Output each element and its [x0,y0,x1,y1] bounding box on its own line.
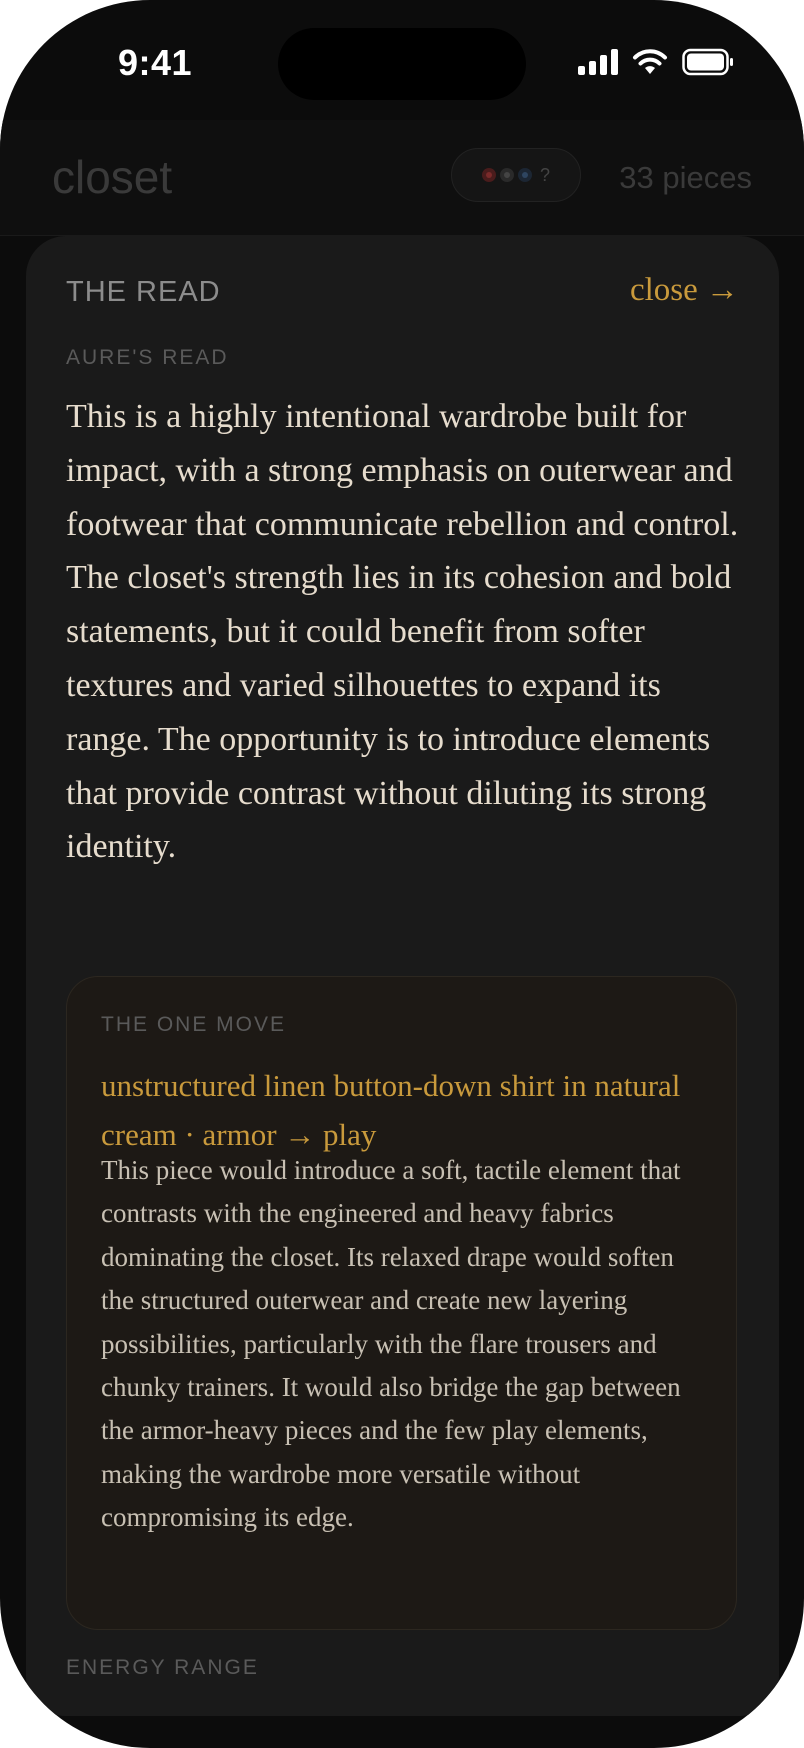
the-read-panel [26,236,779,1716]
closet-header [0,120,804,236]
grey-energy-dot-icon [500,168,514,182]
piece-count: 33 pieces [619,160,752,195]
energy-pill-button[interactable] [451,148,581,202]
cellular-signal-icon [578,49,618,75]
wifi-icon [632,48,668,76]
dynamic-island [278,28,526,100]
page-title: closet [52,151,173,203]
energy-range-label: ENERGY RANGE [66,1656,259,1679]
one-move-text: This piece would introduce a soft, tactile element that contrasts with the engineered and heavy fabrics dominating the closet. Its relaxed drape would soften the structured outerwear and create new layering possibilities, particularly with the flare trousers and chunky trainers. It would also bridge the gap between the armor-heavy pieces and the few play elements, making the wardrobe more versatile without compromising its edge. [101,1155,681,1533]
blue-energy-dot-icon [518,168,532,182]
close-button[interactable]: close → [629,272,739,308]
one-move-card [66,976,737,1630]
panel-title: THE READ [66,276,221,308]
energy-pill-symbol: ? [539,164,550,185]
status-time: 9:41 [118,42,193,83]
aures-read-text: This is a highly intentional wardrobe built for impact, with a strong emphasis on outerwear and footwear that communicate rebellion and control. The closet's strength lies in its cohesion and bold statements, but it could benefit from softer textures and varied silhouettes to expand its range. The opportunity is to introduce elements that provide contrast without diluting its strong identity. [66,398,739,866]
aures-read-label: AURE'S READ [66,346,229,369]
battery-icon [682,48,734,76]
one-move-headline: unstructured linen button-down shirt in natural cream · armor → play [101,1068,681,1152]
one-move-label: THE ONE MOVE [101,1013,287,1036]
status-icons [578,48,734,76]
red-energy-dot-icon [482,168,496,182]
